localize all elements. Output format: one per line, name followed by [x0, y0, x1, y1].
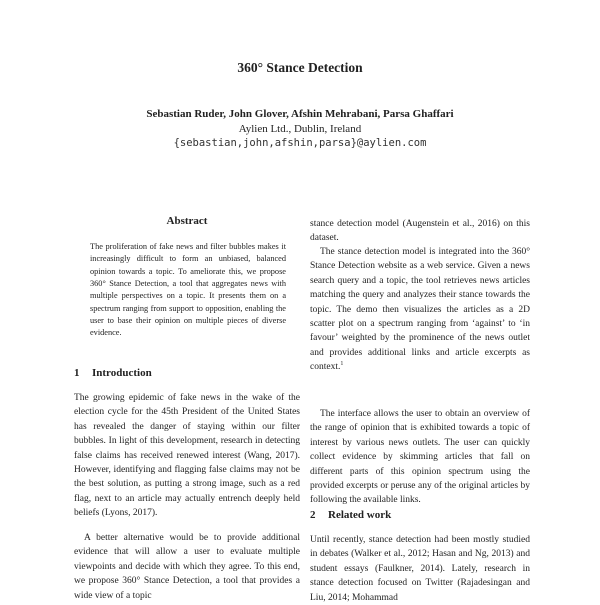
section-number: 1: [74, 367, 80, 379]
abstract-heading: Abstract: [166, 215, 208, 227]
related-work-paragraph-1: Until recently, stance detection had been mostly studied in debates (Walker et al., 2012; Hasan and Ng, 2013) and student essays (Faulkner, 2014). Lately, research in stance detection focused on Twitter (Rajadesingan and Liu, 2014; Mohammad: [310, 535, 530, 603]
right-column-paragraph-3: The interface allows the user to obtain an overview of the range of opinion that is exhibited towards a topic of interest by various news outlets. The user can quickly collect evidence by skimming articles that fall on different parts of this opinion spectrum using the provided excerpts or peruse any of the original articles by following the available links.: [310, 409, 530, 506]
paragraph-text: The stance detection model is integrated into the 360° Stance Detection website as a web service. Given a news search query and a topic, the tool retrieves news articles matching the query and analyzes their stance towards the topic. The demo then visualizes the articles as a 2D scatter plot on a spectrum ranging from ‘against’ to ‘in favour’ weighted by the prominence of the news outlet and provides additional links and article excerpts as context.: [310, 247, 530, 373]
affiliation: Aylien Ltd., Dublin, Ireland: [238, 123, 362, 135]
section-heading-introduction: [74, 367, 152, 379]
abstract-text: The proliferation of fake news and filter bubbles makes it increasingly difficult to form an unbiased, balanced opinion towards a topic. To ameliorate this, we propose 360° Stance Detection, a tool that aggregates news with multiple perspectives on a topic. It presents them on a spectrum ranging from support to opposition, enabling the user to base their opinion on multiple pieces of diverse evidence.: [90, 242, 286, 338]
right-column-paragraph-1: stance detection model (Augenstein et al., 2016) on this dataset.: [310, 219, 530, 244]
introduction-paragraph-2: A better alternative would be to provide additional evidence that will allow a user to evaluate multiple viewpoints and decide with which they agree. To this end, we propose 360° Stance Detection, a tool that provides a wide view of a topic: [74, 533, 300, 601]
section-title: Introduction: [92, 367, 152, 379]
paper-title: 360° Stance Detection: [237, 60, 363, 75]
section-heading-related-work: [310, 509, 391, 521]
section-title: Related work: [328, 509, 392, 521]
introduction-paragraph-1: The growing epidemic of fake news in the wake of the election cycle for the 45th President of the United States has revealed the danger of staying within our filter bubbles. In light of this development, research in detecting false claims has received renewed interest (Wang, 2017). However, identifying and flagging false claims may not be the best solution, as putting a strong image, such as a red flag, next to an article may actually entrench deeply held beliefs (Lyons, 2017).: [74, 393, 300, 519]
right-column-paragraph-2: [310, 245, 530, 375]
footnote-marker: 1: [340, 361, 344, 368]
section-number: 2: [310, 509, 316, 521]
author-email: {sebastian,john,afshin,parsa}@aylien.com: [173, 137, 427, 149]
author-list: Sebastian Ruder, John Glover, Afshin Mehrabani, Parsa Ghaffari: [146, 108, 454, 120]
